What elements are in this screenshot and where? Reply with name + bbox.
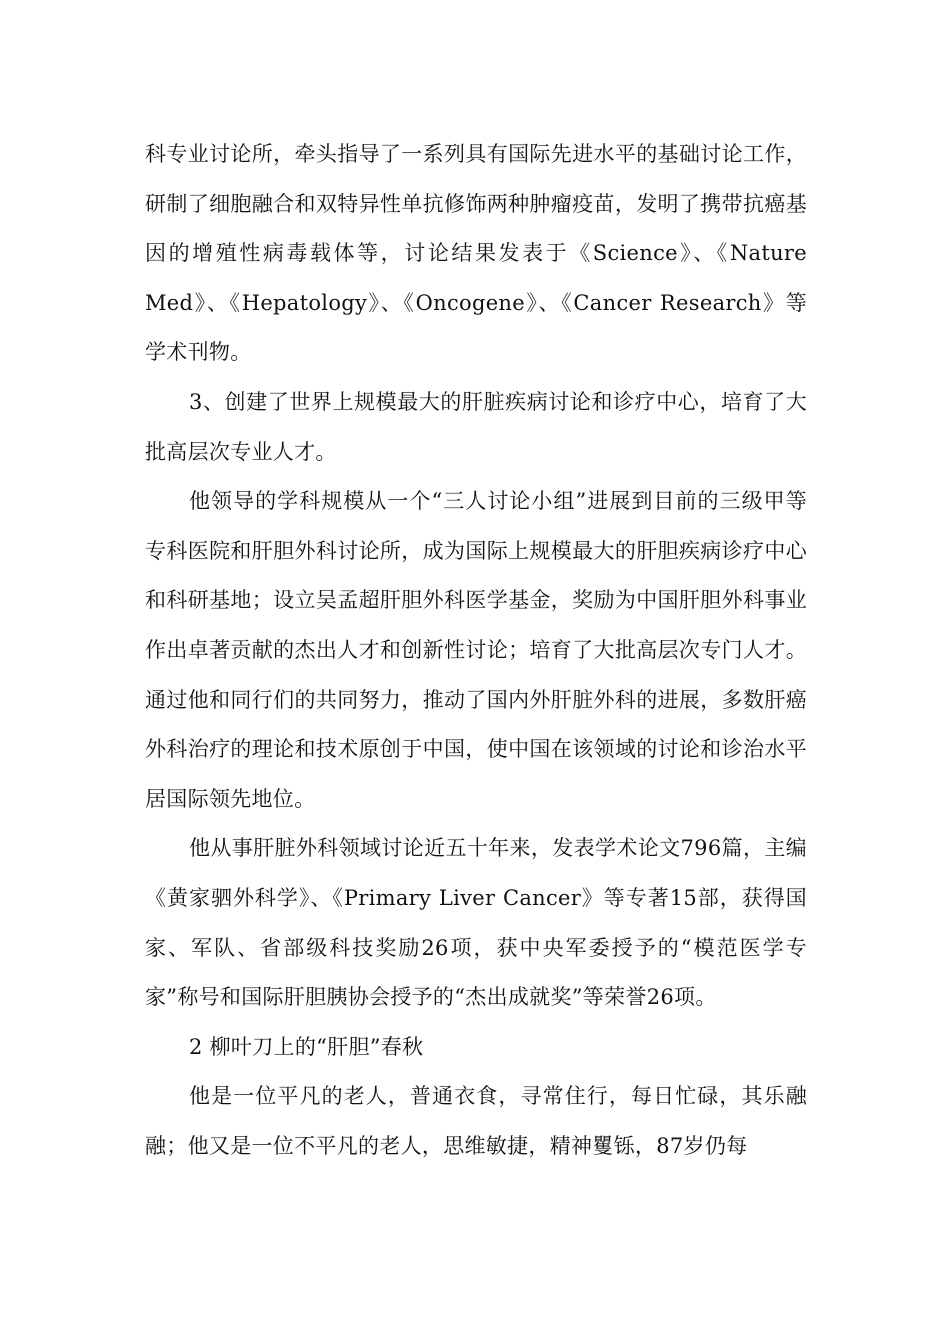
paragraph-personal-life: 他是一位平凡的老人，普通衣食，寻常住行，每日忙碌，其乐融融；他又是一位不平凡的老人，思维敏捷，精神矍铄，87岁仍每 [145,1084,807,1158]
section-heading: 2 柳叶刀上的“肝胆”春秋 [189,1034,424,1059]
paragraph-publications-awards: 他从事肝脏外科领域讨论近五十年来，发表学术论文796篇，主编《黄家驷外科学》、《Primary Liver Cancer》等专著15部，获得国家、军队、省部级科技奖励26项，获中央军委授予的“模范医学专家”称号和国际肝胆胰协会授予的“杰出成就奖”等荣誉26项。 [145,836,807,1010]
paragraph-point-3: 3、创建了世界上规模最大的肝脏疾病讨论和诊疗中心，培育了大批高层次专业人才。 [145,389,807,464]
paragraph-discipline-growth: 他领导的学科规模从一个“三人讨论小组”进展到目前的三级甲等专科医院和肝胆外科讨论所，成为国际上规模最大的肝胆疾病诊疗中心和科研基地；设立吴孟超肝胆外科医学基金，奖励为中国肝胆外科事业作出卓著贡献的杰出人才和创新性讨论；培育了大批高层次专门人才。通过他和同行们的共同努力，推动了国内外肝脏外科的进展，多数肝癌外科治疗的理论和技术原创于中国，使中国在该领域的讨论和诊治水平居国际领先地位。 [145,489,807,811]
paragraph-research-achievements: 科专业讨论所，牵头指导了一系列具有国际先进水平的基础讨论工作，研制了细胞融合和双特异性单抗修饰两种肿瘤疫苗，发明了携带抗癌基因的增殖性病毒载体等，讨论结果发表于《Science》、《Nature Med》、《Hepatology》、《Oncogene》、《Cancer Research》等学术刊物。 [145,142,807,365]
document-body [145,130,807,1171]
